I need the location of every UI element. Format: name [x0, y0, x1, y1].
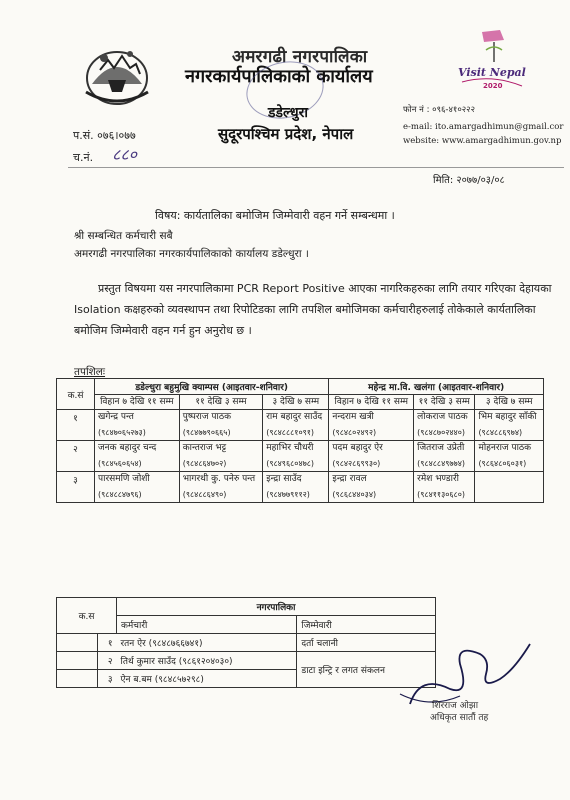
- staff-name: भिम बहादुर साँकी: [478, 412, 537, 422]
- office-name: अमरगढी नगरपालिका: [232, 47, 368, 67]
- staff-name: इन्द्रा रावल: [332, 474, 367, 484]
- office-province: सुदूरपश्चिम प्रदेश, नेपाल: [218, 125, 354, 143]
- schedule-ks-header: क.सं: [57, 379, 95, 410]
- chalani-number: ८८०: [112, 145, 137, 164]
- staff-phone: (९८४८८६९७४): [478, 428, 523, 437]
- signatory-title: अधिकृत सातौं तह: [430, 713, 489, 723]
- nepal-emblem-icon: [78, 40, 156, 110]
- staff-name: नन्दराम खत्री: [332, 412, 374, 422]
- staff-phone: (९८६८४४०३४): [332, 490, 377, 499]
- staff-cell: [263, 410, 329, 441]
- letter-date: मिति: २०७७/०३/०८: [433, 175, 505, 186]
- staff-phone: (९८४७०६५२७३): [98, 428, 146, 437]
- staff-name: मोहनराज पाठक: [478, 443, 532, 453]
- municipality-title: नगरपालिका: [117, 598, 436, 616]
- signatory-name: शिरराज ओझा: [432, 701, 479, 711]
- staff-name: लोकराज पाठक: [417, 412, 468, 422]
- row-sn: १: [98, 634, 117, 652]
- staff-cell: [329, 410, 414, 441]
- staff-phone: (९८४८७०२४४०): [417, 428, 465, 437]
- staff-cell: [95, 472, 180, 503]
- shift-header: ११ देखि ३ सम्म: [414, 395, 475, 410]
- row-sn: ३: [98, 670, 117, 688]
- staff-name: जितराज उप्रेती: [417, 443, 465, 453]
- shift-header: विहान ७ देखि ११ सम्म: [95, 395, 180, 410]
- table-row: [57, 652, 436, 670]
- address-line-1: श्री सम्बन्धित कर्मचारी सबै: [74, 230, 173, 242]
- responsibility: दर्ता चलानी: [297, 634, 436, 652]
- staff-cell: [475, 410, 544, 441]
- col-staff-header: कर्मचारी: [117, 616, 297, 634]
- staff-name: भागरथी कु. पनेरु पन्त: [182, 474, 256, 484]
- staff-name: इन्द्रा साउँद: [266, 474, 302, 484]
- header-divider: [68, 167, 564, 168]
- staff-cell: [414, 410, 475, 441]
- staff-name: खगेन्द्र पन्त: [98, 412, 134, 422]
- staff-phone: (९८४२८६९९३०): [332, 459, 381, 468]
- staff-cell: [95, 410, 180, 441]
- email-address: e-mail: ito.amargadhimun@gmail.cor: [403, 122, 564, 132]
- staff-phone: (९८४८८८१०९१): [266, 428, 315, 437]
- staff-phone: (९८४८८४७९६): [98, 490, 142, 499]
- staff-name: कान्तराज भट्ट: [182, 443, 227, 453]
- staff-cell: [263, 441, 329, 472]
- table-row: [57, 441, 544, 472]
- responsibility: डाटा इन्ट्रि र लगत संकलन: [297, 652, 436, 688]
- staff-name: पदम बहादुर ऐर: [332, 443, 383, 453]
- visit-nepal-year: 2020: [483, 82, 503, 90]
- staff-cell: [329, 441, 414, 472]
- office-place: डडेल्धुरा: [268, 105, 308, 121]
- staff-cell: [414, 441, 475, 472]
- row-sn: १: [57, 410, 95, 441]
- col-resp-header: जिम्मेवारी: [297, 616, 436, 634]
- row-sn: २: [98, 652, 117, 670]
- municipality-ks-header: क.स: [57, 598, 117, 634]
- staff-name: रमेश भण्डारी: [417, 474, 459, 484]
- phone-number: फोन नं : ०९६-४१०२२२: [403, 105, 476, 115]
- staff-phone: (९८४११३०६८०): [417, 490, 465, 499]
- staff-name: तिर्थ कुमार साउँद (९८६१२०४०३०): [117, 652, 297, 670]
- address-line-2: अमरगढी नगरपालिका नगरकार्यपालिकाको कार्यालय डडेल्धुरा ।: [74, 248, 309, 260]
- table-row: [57, 634, 436, 652]
- tapsil-label: तपशिलः: [74, 366, 106, 378]
- table-row: [57, 472, 544, 503]
- staff-phone: (९८४८८४९७७४): [417, 459, 465, 468]
- site-1-header: डडेल्धुरा बहुमुखि क्याम्पस (आइतवार-शनिवार): [95, 379, 329, 395]
- letter-subject: विषय: कार्यतालिका बमोजिम जिम्मेवारी वहन गर्ने सम्बन्धमा ।: [155, 209, 395, 222]
- staff-name: पारसमणि जोशी: [98, 474, 150, 484]
- shift-header: ११ देखि ३ सम्म: [179, 395, 262, 410]
- shift-header: ३ देखि ७ सम्म: [263, 395, 329, 410]
- visit-nepal-text: Visit Nepal: [458, 66, 526, 79]
- site-2-header: महेन्द्र मा.वि. खलंगा (आइतवार-शनिवार): [329, 379, 544, 395]
- municipality-table: [56, 597, 436, 688]
- shift-header: विहान ७ देखि ११ सम्म: [329, 395, 414, 410]
- row-sn: २: [57, 441, 95, 472]
- shift-header: ३ देखि ७ सम्म: [475, 395, 544, 410]
- staff-phone: (९८४७७९११२): [266, 490, 310, 499]
- staff-name: जनक बहादुर चन्द: [98, 443, 157, 453]
- office-karyalaya: नगरकार्यपालिकाको कार्यालय: [185, 66, 373, 87]
- staff-name: ऐन ब.बम (९८४८५७२९८): [117, 670, 297, 688]
- schedule-table: [56, 378, 544, 503]
- staff-phone: (९८४७७९०६६५): [182, 428, 231, 437]
- chalani-label: च.नं.: [73, 151, 94, 164]
- table-row: [57, 410, 544, 441]
- staff-phone: (९८४५६०६५४): [98, 459, 142, 468]
- staff-name: महाभिर चौधरी: [266, 443, 314, 453]
- staff-cell: [414, 472, 475, 503]
- website-address: website: www.amargadhimun.gov.np: [403, 136, 562, 146]
- staff-cell: [179, 472, 262, 503]
- staff-cell: [263, 472, 329, 503]
- staff-phone: (९८४९६८०४७८): [266, 459, 315, 468]
- staff-cell: [329, 472, 414, 503]
- staff-phone: (९८४८६४७०२): [182, 459, 227, 468]
- staff-cell: [179, 410, 262, 441]
- staff-phone: (९८४८०२४९२): [332, 428, 377, 437]
- staff-name: रतन ऐर (९८४८७६६७४१): [117, 634, 297, 652]
- staff-name: पुष्पराज पाठक: [182, 412, 231, 422]
- staff-cell: [475, 472, 544, 503]
- staff-cell: [475, 441, 544, 472]
- staff-phone: (९८६४८०६०३१): [478, 459, 527, 468]
- staff-name: राम बहादुर साउँद: [266, 412, 323, 422]
- letter-body: प्रस्तुत विषयमा यस नगरपालिकामा PCR Report Positive आएका नागरिकहरुका लागि तयार गरिएका देहायका Isolation कक्षहरुको व्यवस्थापन तथा रिपोटिडका लागि तपशिल बमोजिमका कर्मचारीहरुलाई तोकेकाले कार्यतालिका बमोजिम जिम्मेवारी वहन गर्न हुन अनुरोध छ ।: [74, 282, 552, 337]
- staff-phone: (९८४८८६४९०): [182, 490, 227, 499]
- staff-cell: [95, 441, 180, 472]
- staff-name: [478, 473, 540, 489]
- patra-sankhya: प.सं. ०७६।०७७: [73, 129, 136, 142]
- row-sn: ३: [57, 472, 95, 503]
- staff-cell: [179, 441, 262, 472]
